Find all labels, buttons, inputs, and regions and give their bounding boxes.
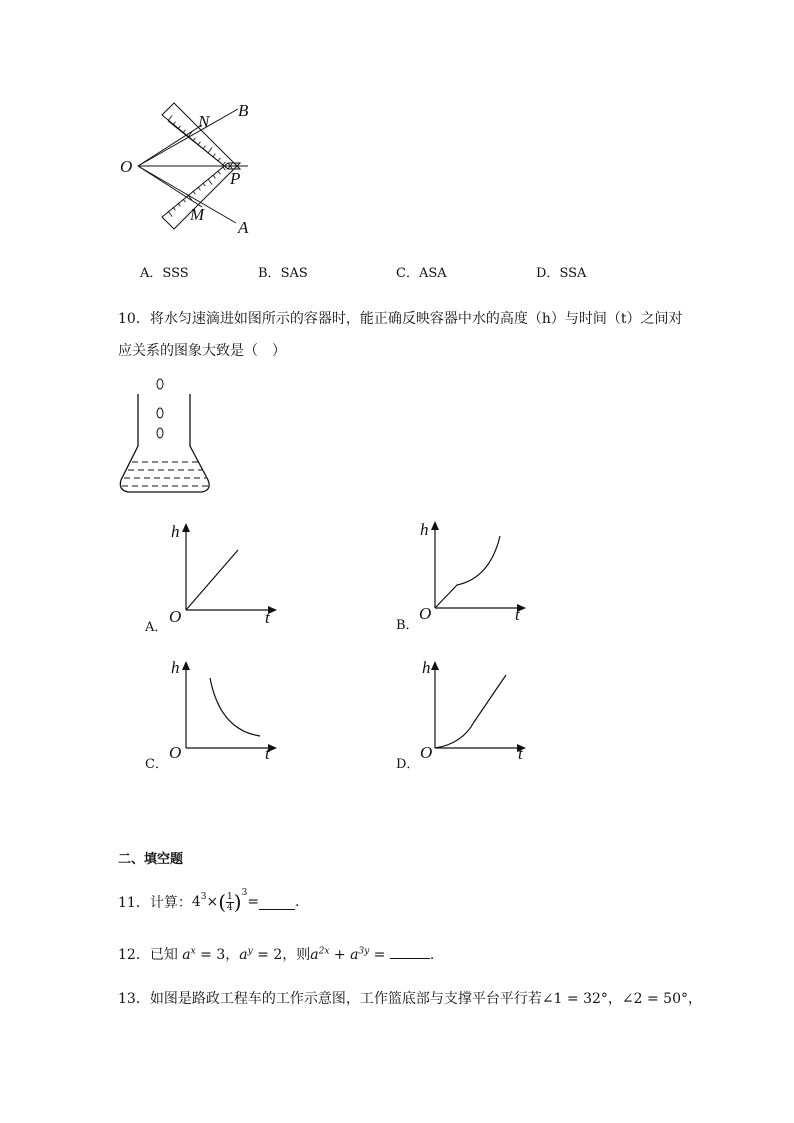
ruler-tick (218, 171, 220, 174)
graph-c-h-label: h (171, 658, 180, 677)
q9-option-a[interactable]: A．SSS (140, 266, 189, 281)
label-n: N (198, 112, 210, 131)
graph-c[interactable] (140, 658, 300, 773)
graph-a[interactable] (140, 520, 300, 635)
ruler-tick (213, 175, 215, 178)
q9-option-b[interactable]: B．SAS (258, 266, 308, 281)
graph-a-origin: O (169, 607, 182, 626)
q13-question: 13．如图是路政工程车的工作示意图，工作篮底部与支撑平台平行若∠1 = 32°，∠2 = 50°， (118, 991, 702, 1007)
graph-d-option[interactable]: D． (396, 757, 420, 772)
ruler-tick (223, 167, 225, 170)
fraction-one-quarter: $\frac{1}{4}$ (227, 891, 233, 913)
graph-b-h-label: h (420, 520, 429, 539)
graph-d-h-label: h (422, 658, 431, 677)
q12-question: 12．已知 $a^x = 3$，$a^y = 2$，则$a^{2x} + a^{3y}$ = . (118, 946, 435, 963)
graph-b[interactable] (390, 518, 550, 633)
q12-answer-blank[interactable] (390, 946, 430, 959)
graph-b-option[interactable]: B． (396, 618, 419, 633)
ruler-tick (193, 138, 195, 141)
graph-d-origin: O (420, 743, 433, 762)
graph-c-origin: O (169, 743, 182, 762)
ruler-tick (223, 162, 225, 165)
ruler-tick (203, 183, 205, 186)
q9-option-d[interactable]: D．SSA (536, 266, 587, 281)
ruler-tick (198, 187, 200, 190)
ruler-tick (208, 179, 212, 185)
ruler-tick (168, 211, 172, 217)
label-a: A (238, 218, 249, 237)
q9-option-c[interactable]: C．ASA (396, 266, 447, 281)
graph-d-t-label: t (518, 744, 523, 763)
graph-b-t-label: t (515, 605, 520, 624)
graph-a-h-label: h (171, 522, 180, 541)
ruler-tick (203, 146, 205, 149)
graph-d-curve (435, 675, 506, 748)
q10-question-line-1: 10．将水匀速滴进如图所示的容器时，能正确反映容器中水的高度（h）与时间（t）之间对 (118, 311, 683, 327)
q9-figure (110, 95, 280, 245)
section-title: 二、填空题 (118, 852, 184, 867)
q10-question-line-2: 应关系的图象大致是（ ） (118, 343, 286, 359)
graph-a-option[interactable]: A． (145, 620, 168, 635)
label-m: M (190, 205, 205, 224)
label-p: P (230, 169, 241, 188)
graph-a-curve (186, 550, 238, 610)
graph-b-origin: O (419, 604, 432, 623)
graph-c-option[interactable]: C． (145, 757, 168, 772)
graph-d[interactable] (390, 658, 550, 773)
graph-a-t-label: t (265, 608, 270, 627)
ruler-tick (168, 115, 172, 121)
q11-question: 11．计算： 4 $^3$ × ( $\frac{1}{4}$ ) $^3$ = . (118, 888, 300, 914)
label-b: B (238, 101, 249, 120)
label-o: O (120, 157, 133, 176)
ruler-tick (193, 191, 195, 194)
q11-answer-blank[interactable] (259, 895, 295, 910)
flask-icon (118, 376, 213, 498)
ruler-tick (198, 142, 200, 145)
ruler-tick (213, 154, 215, 157)
flask-figure (118, 376, 213, 498)
ruler-tick (208, 147, 212, 153)
graph-b-curve (435, 536, 500, 608)
graph-c-curve (210, 678, 260, 736)
graph-c-t-label: t (265, 744, 270, 763)
ruler-tick (218, 158, 220, 161)
